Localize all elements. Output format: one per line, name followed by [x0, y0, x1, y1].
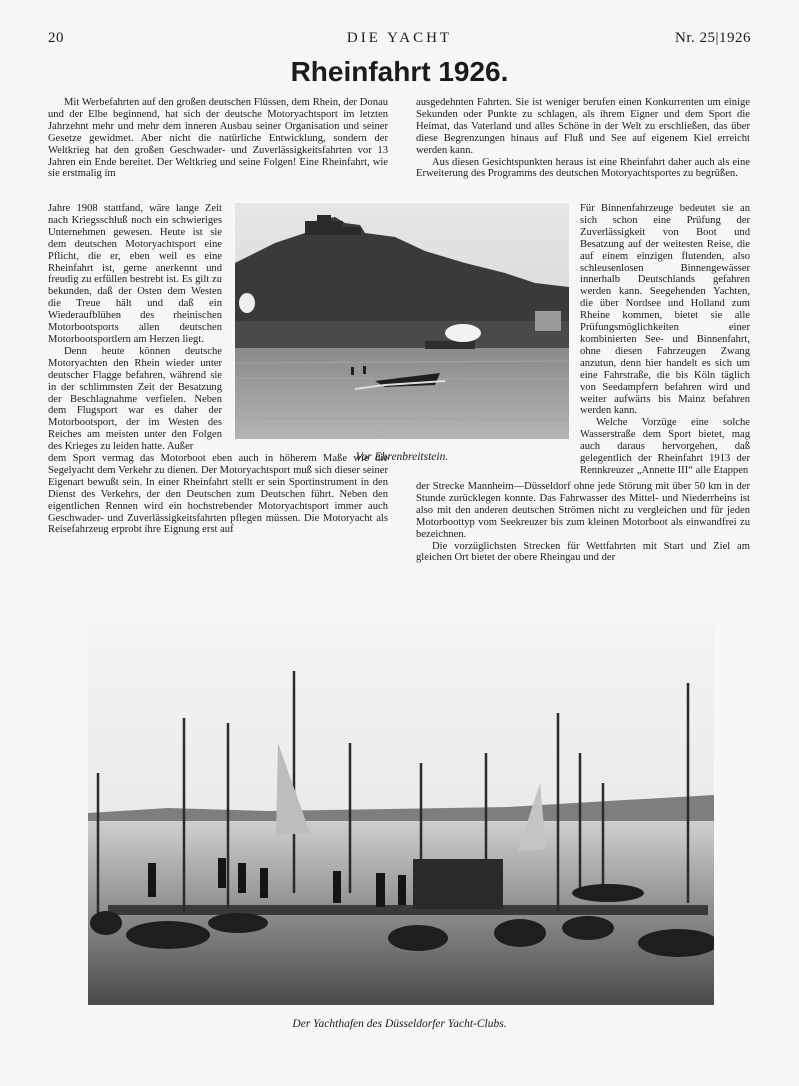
left-column-top [48, 97, 388, 203]
photo-ehrenbreitstein-caption: Vor Ehrenbreitstein. [355, 451, 449, 463]
photo-yacht-harbour-caption: Der Yachthafen des Düsseldorfer Yacht-Clubs. [292, 1018, 507, 1030]
article-title: Rheinfahrt 1926. [290, 56, 509, 87]
right-column-bottom [416, 481, 750, 577]
paragraph: der Strecke Mannheim—Düsseldorf ohne jede Störung mit über 50 km in der Stunde zurücklegen konnte. Das Fahrwasser des Mittel- und Niederrheins ist also mit den anderen deutschen Strömen nicht zu vergleichen und für jeden Motorboottyp vom Seekreuzer bis zum kleinen Motorboot als einwandfrei zu bezeichnen. [416, 481, 750, 540]
paragraph: Mit Werbefahrten auf den großen deutschen Flüssen, dem Rhein, der Donau und der Elbe beginnend, hat sich der deutsche Motoryachtsport im letzten Jahrzehnt mehr und mehr dem inneren Ausbau seiner Organisation und seiner Gesetze gewidmet. Aber nicht die natürliche Entwicklung, sondern der Weltkrieg hat den großen Geschwader- und Zuverlässigkeitsfahrten vor 13 Jahren ein Ende bereitet. Der Weltkrieg und seine Folgen! Eine Rheinfahrt, wie sie erstmalig im [48, 97, 388, 180]
left-column-bottom [48, 453, 388, 577]
photo-ehrenbreitstein-image [235, 203, 569, 439]
page-number: 20 [48, 30, 64, 46]
photo-yacht-harbour-image [88, 623, 714, 1005]
running-title: DIE YACHT [346, 30, 453, 46]
left-column-narrow [48, 203, 222, 453]
paragraph: Für Binnenfahrzeuge bedeutet sie an sich schon eine Prüfung der Zuverlässigkeit von Boot und Besatzung auf der weitesten Reise, die auf einem einzigen flutenden, also schleusenlosen Binnengewässer innerhalb Deutschlands gefahren werden kann. Seegehenden Yachten, die über Nordsee und Holland zum Rheine kommen, bietet sie alle Prüfungsmöglichkeiten einer kombinierten See- und Binnenfahrt, ohne diesen Fahrzeugen Zwang anzutun, denn hier handelt es sich um eine Fahrstraße, die bis Köln täglich von Seedampfern befahren wird und weiter aufwärts bis Mainz befahren werden kann. [580, 203, 750, 417]
right-column-narrow [580, 203, 750, 481]
paragraph: ausgedehnten Fahrten. Sie ist weniger berufen einen Konkurrenten um einige Sekunden oder Punkte zu schlagen, als ihrem Eigner und dem Sport die Heimat, das Vaterland und alles Schöne in der Welt zu erschließen, das über diese Begrenzungen hinaus auf Fluß und See auf eigenem Kiel erreicht werden kann. [416, 97, 750, 156]
paragraph: Denn heute können deutsche Motoryachten den Rhein wieder unter deutscher Flagge befahren, während sie in der schlimmsten Zeit der Besatzung der Beschlagnahme verfielen. Neben dem Flugsport war es daher der Motorbootsport, der im Westen des Reiches am meisten unter den Folgen des Krieges zu leiden hatte. Außer [48, 345, 222, 453]
right-column-top [416, 97, 750, 203]
paragraph: Die vorzüglichsten Strecken für Wettfahrten mit Start und Ziel am gleichen Ort bietet der obere Rheingau und der [416, 540, 750, 564]
paragraph: Aus diesen Gesichtspunkten heraus ist eine Rheinfahrt daher auch als eine Erweiterung des Programms des deutschen Motoryachtsportes zu begrüßen. [416, 156, 750, 180]
photo-yacht-harbour [88, 623, 714, 1005]
paragraph: dem Sport vermag das Motorboot eben auch in höherem Maße wie die Segelyacht dem Verkehr zu dienen. Der Motoryachtsport muß sich dieser seiner Eigenart bewußt sein. In einer Rheinfahrt stellt er sein Sportinstrument in den Dienst des Verkehrs, der den Deutschen zum Deutschen führt. Neben den eigentlichen Rennen wird ein hochstrebender Motoryachtsport immer auch Geschwader- und Zuverlässigkeitsfahrten pflegen müssen. Die Motoryacht als Reisefahrzeug erprobt ihre Eignung erst auf [48, 453, 388, 536]
paragraph: Welche Vorzüge eine solche Wasserstraße dem Sport bietet, mag auch daraus hervorgehen, daß gelegentlich der Rheinfahrt 1913 der Rennkreuzer „Annette III“ alle Etappen [580, 417, 750, 476]
photo-ehrenbreitstein [235, 203, 569, 439]
issue-number: Nr. 25|1926 [674, 30, 751, 46]
paragraph: Jahre 1908 stattfand, wäre lange Zeit nach Kriegsschluß noch ein schwieriges Unternehmen gewesen. Heute ist sie dem deutschen Motoryachtsport eine Pflicht, die er, eben weil es eine Rheinfahrt ist, gerne anerkennt und freudig zu erfüllen bestrebt ist. Es gilt zu bekunden, daß der Osten dem Westen die Treue hält und daß ein Wiederaufblühen des rheinischen Motorbootsports allen deutschen Motorbootsportlern am Herzen liegt. [48, 203, 222, 345]
